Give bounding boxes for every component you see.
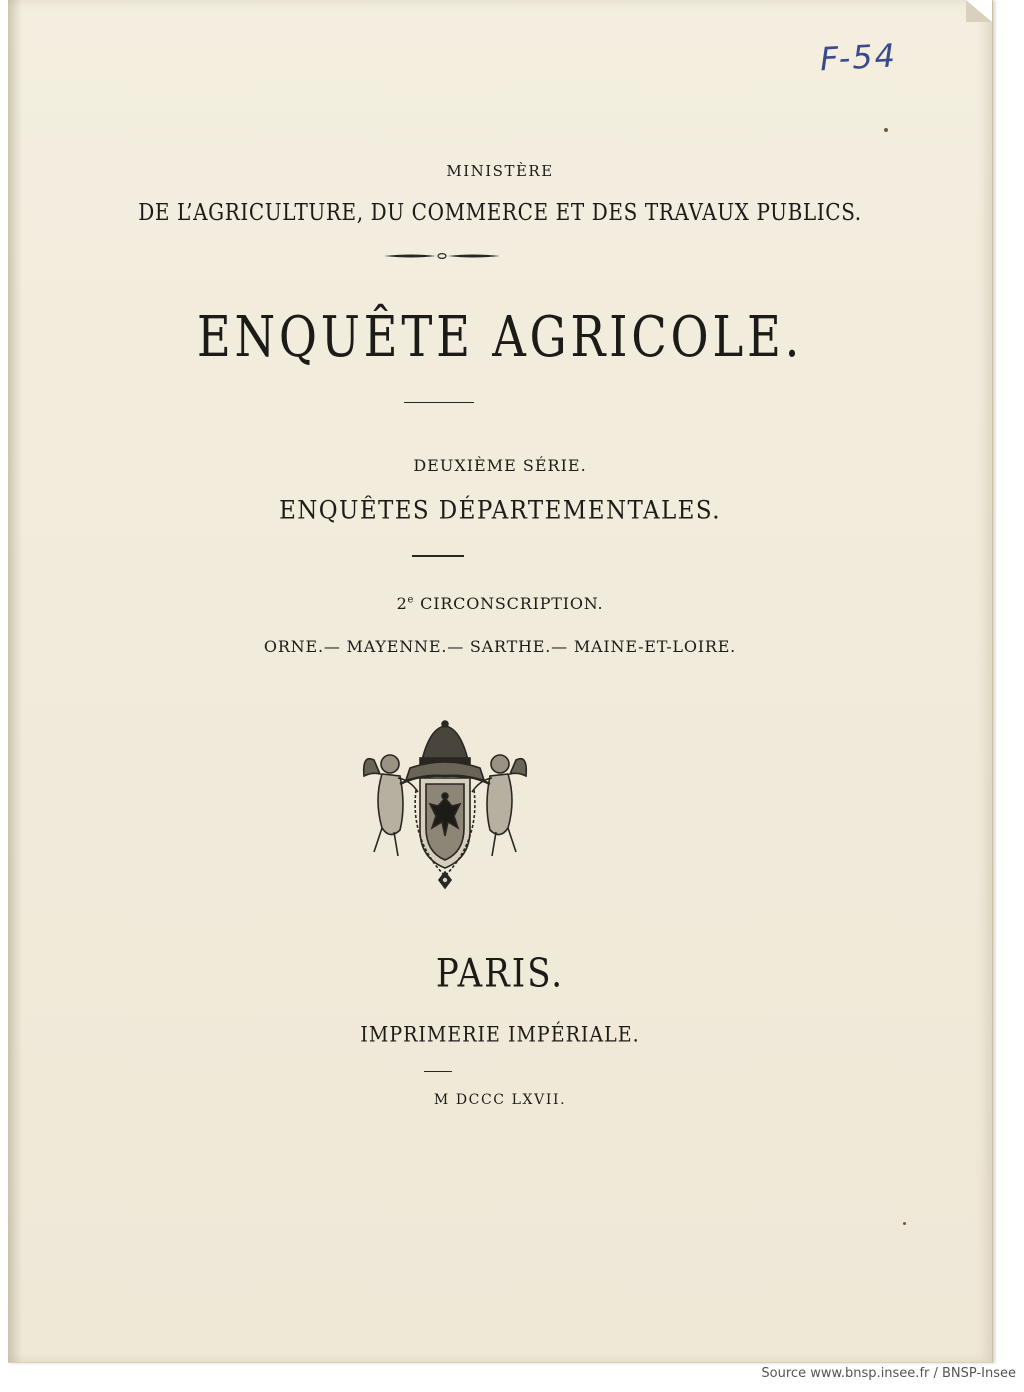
source-credit: Source www.bnsp.insee.fr / BNSP-Insee: [761, 1366, 1016, 1381]
circonscription-suffix: e: [407, 594, 415, 606]
imprint-date: M DCCC LXVII.: [433, 1092, 567, 1108]
departments-list: ORNE.— MAYENNE.— SARTHE.— MAINE-ET-LOIRE.: [263, 637, 737, 656]
imprint-city: PARIS.: [435, 951, 565, 997]
ministry-name: DE L’AGRICULTURE, DU COMMERCE ET DES TRAVAUX PUBLICS.: [138, 198, 862, 226]
series-label: DEUXIÈME SÉRIE.: [413, 456, 587, 475]
circonscription-text: CIRCONSCRIPTION.: [414, 594, 604, 613]
circonscription-label: [8, 594, 992, 613]
ministere-label: MINISTÈRE: [446, 162, 554, 180]
paper-speck: [903, 1222, 906, 1225]
page-corner-fold: [966, 0, 992, 22]
page-title: ENQUÊTE AGRICOLE.: [196, 304, 804, 370]
imperial-coat-of-arms-icon: [360, 720, 530, 896]
paper-speck: [884, 128, 888, 132]
rule-divider: [424, 1071, 452, 1072]
rule-divider: [404, 402, 474, 403]
ornament-divider-icon: [382, 250, 502, 262]
handwritten-shelfmark: F-54: [819, 36, 898, 79]
imprint-printer: IMPRIMERIE IMPÉRIALE.: [360, 1022, 640, 1048]
rule-divider: [412, 555, 464, 557]
circonscription-number: 2: [396, 594, 408, 613]
title-page: [8, 0, 993, 1363]
series-title: ENQUÊTES DÉPARTEMENTALES.: [279, 496, 721, 526]
